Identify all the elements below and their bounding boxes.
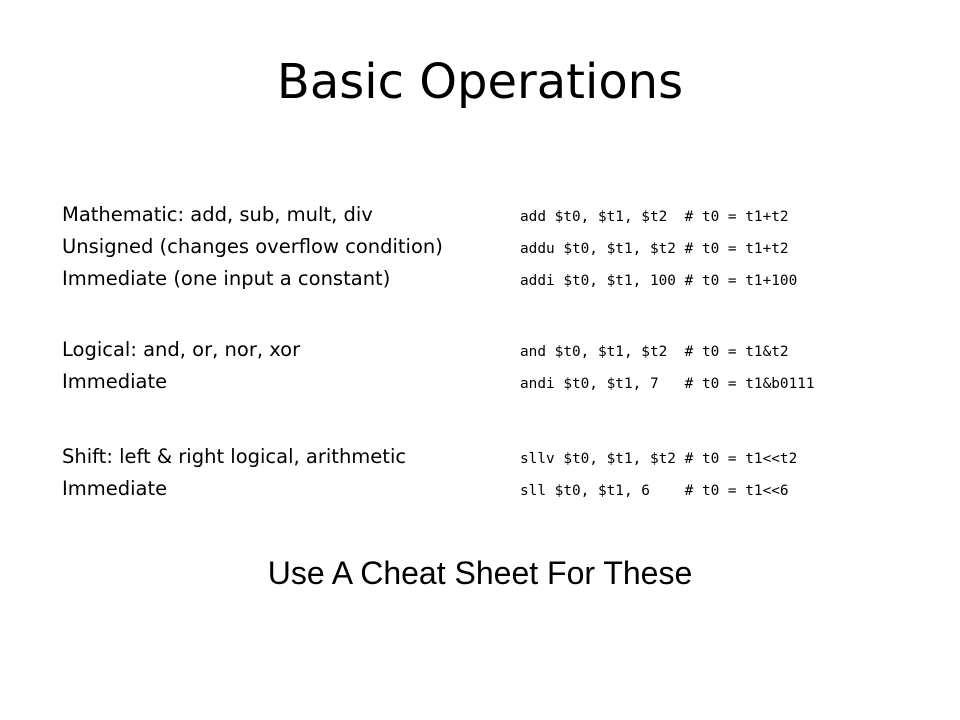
row-description: Mathematic: add, sub, mult, div	[62, 203, 373, 226]
row-mathematic	[62, 198, 942, 230]
row-shift	[62, 440, 942, 472]
row-immediate-constant	[62, 262, 942, 294]
row-description: Shift: left & right logical, arithmetic	[62, 445, 407, 468]
row-code: add $t0, $t1, $t2 # t0 = t1+t2	[520, 209, 789, 225]
row-description: Unsigned (changes overflow condition)	[62, 235, 443, 258]
row-logical	[62, 333, 942, 365]
row-code: addu $t0, $t1, $t2 # t0 = t1+t2	[520, 241, 789, 257]
row-logical-immediate	[62, 365, 942, 397]
row-description: Immediate	[62, 477, 168, 500]
row-description: Logical: and, or, nor, xor	[62, 338, 301, 361]
row-description: Immediate	[62, 370, 168, 393]
slide-title: Basic Operations	[276, 54, 684, 110]
footer-note: Use A Cheat Sheet For These	[267, 555, 693, 591]
row-code: addi $t0, $t1, 100 # t0 = t1+100	[520, 273, 798, 289]
row-code: sll $t0, $t1, 6 # t0 = t1<<6	[520, 483, 789, 499]
row-code: sllv $t0, $t1, $t2 # t0 = t1<<t2	[520, 451, 798, 467]
row-code: andi $t0, $t1, 7 # t0 = t1&b0111	[520, 376, 815, 392]
row-shift-immediate	[62, 472, 942, 504]
row-description: Immediate (one input a constant)	[62, 267, 391, 290]
row-unsigned	[62, 230, 942, 262]
row-code: and $t0, $t1, $t2 # t0 = t1&t2	[520, 344, 789, 360]
